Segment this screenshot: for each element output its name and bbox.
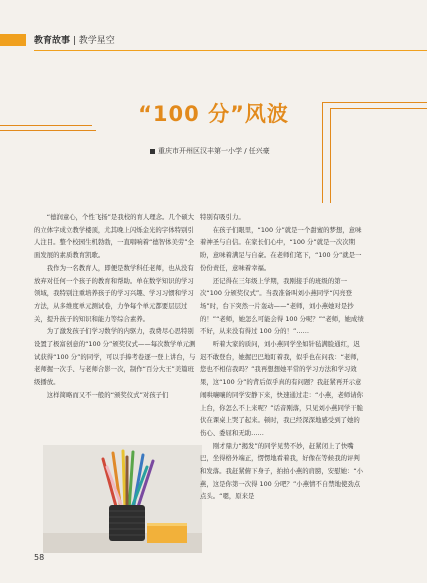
paragraph: 在孩子们眼里，“100 分”就是一个甜蜜的梦想，意味着神圣与自信。在家长们心中，“100 分”就是一次次期盼，意味着满足与自豪。在老师们笔下，“100 分”就是一份份责任，意味着幸福。 xyxy=(200,225,362,272)
section-subtitle: 教学星空 xyxy=(78,36,115,46)
paragraph: 特别有吸引力。 xyxy=(200,213,245,221)
paragraph: 还记得在三年级上学期，我刚接手的班级的第一次“100 分颁奖仪式”。当我准备叫刘小燕同学“闪亮登场”时，台下突然一片轰动——“老师，刘小燕她对是抄的！”“老师，她怎么可能会得 100 分呢？”“老师，她成绩不好，从来没有得过 100 分的！”…… xyxy=(200,276,364,336)
paragraph: 刚才鼎力“揭发”的同学见势不妙，赶紧闭上了快嘴巴，坐得格外端正，愣愣地看着我，好像在等候我的评判和发落。我赶紧俯下身子，拍拍小燕的肩膀，安慰她：“小燕，这是你第一次得 100 分吧？”小燕情不自禁地使劲点点头。“嗯，原来是 xyxy=(200,441,364,501)
author-text: 重庆市开州区汉丰第一小学 / 任兴豪 xyxy=(158,147,270,155)
paragraph: 我作为一名教育人，即便是数学科任老师，也从没有放弃对任何一个孩子的教育和帮助。单在数学知识的学习领域，我特别注重培养孩子的学习兴趣、学习习惯和学习方法，从多维度单元测试卷，力争每个单元都要层层过关，提升孩子的知识和能力等综合素养。 xyxy=(34,263,194,323)
page-number: 58 xyxy=(34,553,45,562)
paragraph: 这样简略而又不一般的“颁奖仪式”对孩子们 xyxy=(46,390,169,399)
pencil-cup-photo xyxy=(43,445,202,553)
header-rule xyxy=(34,50,427,51)
section-marker xyxy=(0,34,26,46)
right-column xyxy=(200,211,366,503)
left-column xyxy=(34,211,200,402)
section-header: 教育故事 | 教学星空 xyxy=(34,36,115,46)
paragraph: “德润童心，个性飞扬”是我校的育人理念。几个硕大的立体字成立教学楼顶，尤其晚上闪烁金光的字体特别引人注目。整个校园生机勃勃，一直唱响着“德智体美劳”全面发展的素质教育凯歌。 xyxy=(34,213,195,260)
author-line xyxy=(150,146,270,156)
paragraph: 为了激发孩子们学习数学的内驱力，我费尽心思特别设置了极富创意的“100 分”颁奖仪式——每次数学单元测试获得“100 分”的同学，可以手捧考卷逐一登上讲台，与老师握一次手、与老师合影一次，制作“百分大王”美篇班级播放。 xyxy=(34,327,196,387)
bullet-square-icon xyxy=(150,149,155,154)
section-title: 教育故事 xyxy=(34,36,71,46)
paragraph: 听着大家的质问，刘小燕同学坐如针毡满脸通红，迟迟不敢登台，她握巴巴地盯着我，似乎也在问我：“老师，您也不相信我吗？”我再想想她平常的学习方法和学习效果，这“100 分”的背后似乎真的有问题？我赶紧再开示意闹哄嚷嚷的同学安静下来，快速通过走：“小燕，老师请你上台，你怎么不上来呢？”话音刚落，只见刘小燕同学干脆伏在课桌上哭了起来。顿时，我已经深深地感受到了她的伤心、委屈和无助…… xyxy=(200,340,364,437)
article-title: “100 分”风波 xyxy=(138,102,289,126)
title-deco-line xyxy=(0,130,96,131)
